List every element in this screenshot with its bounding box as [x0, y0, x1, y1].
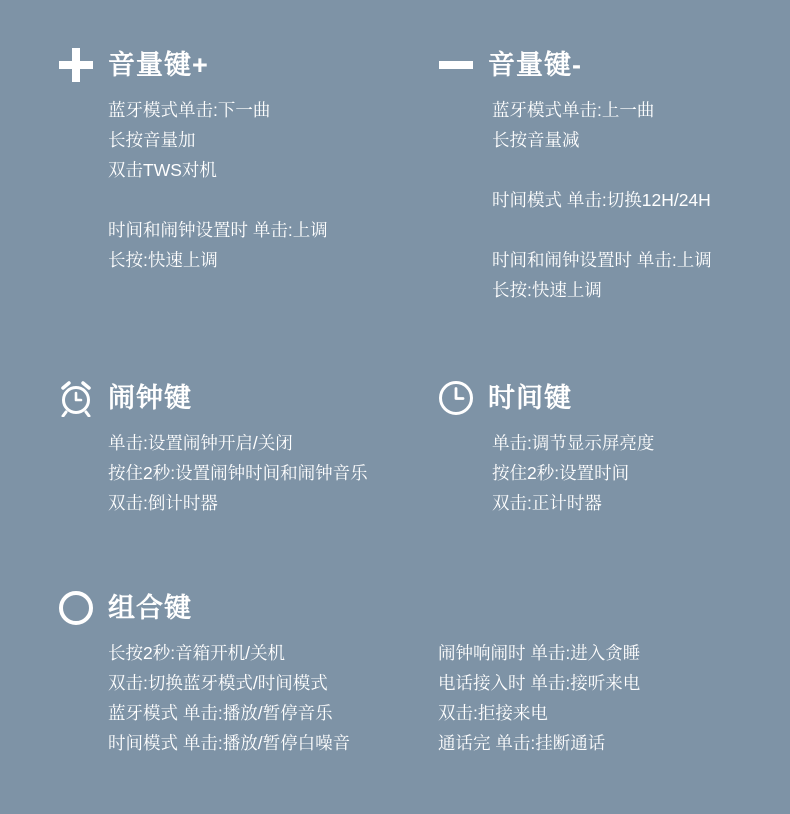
section-header-alarm — [56, 378, 368, 418]
section-lines-volume-down — [436, 95, 712, 305]
instruction-line: 蓝牙模式单击:下一曲 — [108, 100, 271, 120]
instruction-line: 长按2秒:音箱开机/关机 — [108, 643, 285, 663]
section-title-time: 时间键 — [488, 382, 572, 413]
section-title-volume-down: 音量键- — [488, 49, 582, 80]
minus-icon — [436, 45, 476, 85]
instruction-line: 通话完 单击:挂断通话 — [438, 733, 606, 753]
section-lines-time — [436, 428, 654, 518]
section-time-key — [436, 378, 654, 518]
instruction-line: 长按音量减 — [492, 130, 580, 150]
instruction-line: 按住2秒:设置时间 — [492, 463, 630, 483]
combo-right-column — [438, 638, 768, 758]
instruction-line: 按住2秒:设置闹钟时间和闹钟音乐 — [108, 463, 368, 483]
instruction-line: 双击TWS对机 — [108, 160, 217, 180]
section-title-volume-up: 音量键+ — [108, 49, 209, 80]
instruction-line: 长按:快速上调 — [492, 280, 602, 300]
instruction-line: 蓝牙模式单击:上一曲 — [492, 100, 655, 120]
instruction-line: 时间和闹钟设置时 单击:上调 — [492, 250, 712, 270]
section-header-volume-up — [56, 45, 328, 85]
instruction-line: 蓝牙模式 单击:播放/暂停音乐 — [108, 703, 333, 723]
instruction-line: 时间模式 单击:播放/暂停白噪音 — [108, 733, 351, 753]
instruction-line: 双击:倒计时器 — [108, 493, 218, 513]
instruction-line: 双击:拒接来电 — [438, 703, 548, 723]
section-volume-up — [56, 45, 328, 275]
plus-icon — [56, 45, 96, 85]
instruction-line: 双击:正计时器 — [492, 493, 602, 513]
section-title-alarm: 闹钟键 — [108, 382, 192, 413]
instruction-line: 长按:快速上调 — [108, 250, 218, 270]
circle-icon — [56, 588, 96, 628]
instruction-line: 闹钟响闹时 单击:进入贪睡 — [438, 643, 641, 663]
section-alarm-key — [56, 378, 368, 518]
alarm-clock-icon — [56, 378, 96, 418]
section-header-time — [436, 378, 654, 418]
combo-left-column — [108, 638, 438, 758]
section-lines-combo — [56, 638, 768, 758]
section-combo-key — [56, 588, 768, 758]
instruction-line: 电话接入时 单击:接听来电 — [438, 673, 641, 693]
clock-icon — [436, 378, 476, 418]
instruction-line: 时间和闹钟设置时 单击:上调 — [108, 220, 328, 240]
section-header-volume-down — [436, 45, 712, 85]
instruction-line: 双击:切换蓝牙模式/时间模式 — [108, 673, 328, 693]
instruction-line: 长按音量加 — [108, 130, 196, 150]
section-lines-alarm — [56, 428, 368, 518]
section-title-combo: 组合键 — [108, 592, 192, 623]
instruction-line: 单击:设置闹钟开启/关闭 — [108, 433, 293, 453]
instruction-line: 时间模式 单击:切换12H/24H — [492, 190, 711, 210]
section-header-combo — [56, 588, 768, 628]
section-lines-volume-up — [56, 95, 328, 275]
section-volume-down — [436, 45, 712, 305]
instruction-line: 单击:调节显示屏亮度 — [492, 433, 655, 453]
